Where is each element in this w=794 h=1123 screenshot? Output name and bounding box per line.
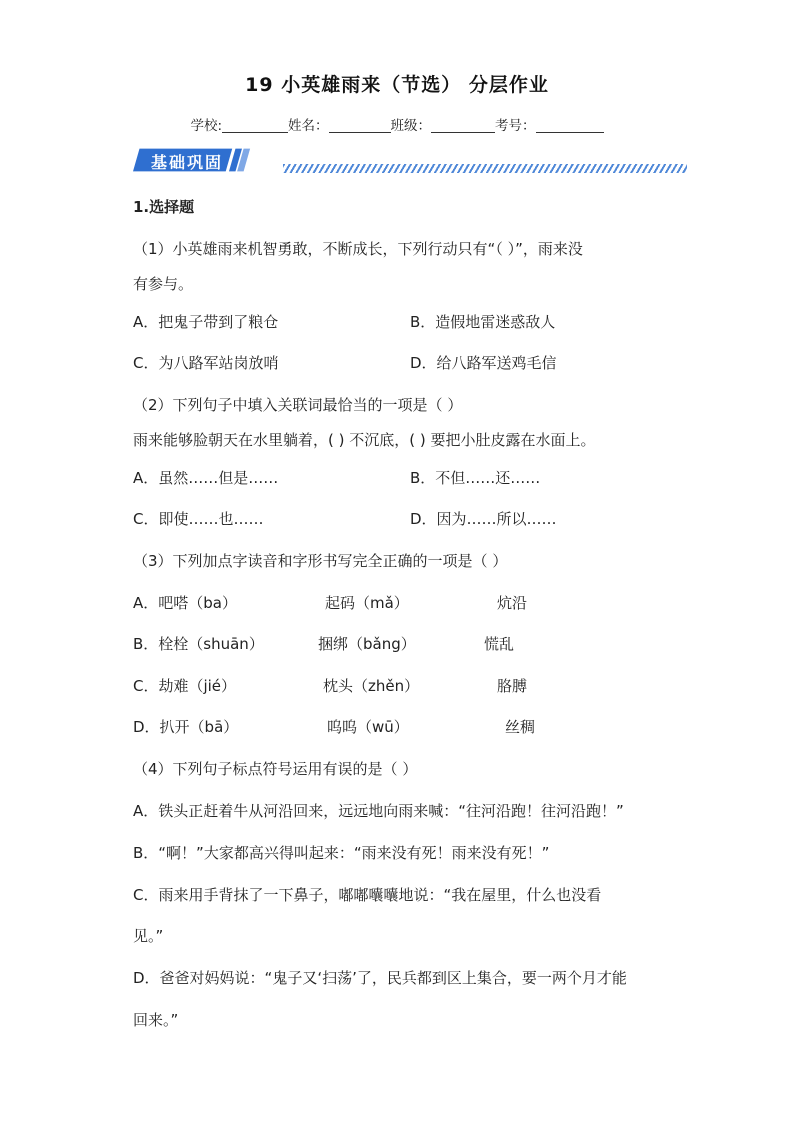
q4-option-d-line2: 回来。” (133, 1011, 179, 1029)
q1-stem-line2: 有参与。 (133, 275, 194, 293)
q3-row-a-col2: 起码（mǎ） (325, 594, 409, 612)
q1-stem-line1: （1）小英雄雨来机智勇敢，不断成长，下列行动只有“（ ）”，雨来没 (133, 240, 583, 258)
q3-row-d-col2: 呜呜（wū） (327, 718, 409, 736)
q1-option-a: A．把鬼子带到了粮仓 (133, 313, 279, 331)
banner-stripe (283, 164, 687, 173)
q2-option-c: C．即使……也…… (133, 510, 264, 528)
q3-stem: （3）下列加点字读音和字形书写完全正确的一项是（ ） (133, 552, 508, 570)
q4-option-a: A．铁头正赶着牛从河沿回来，远远地向雨来喊：“往河沿跑！往河沿跑！” (133, 802, 624, 820)
banner-label: 基础巩固 (151, 153, 224, 172)
school-blank (222, 118, 288, 133)
document-title: 19 小英雄雨来（节选） 分层作业 (245, 74, 549, 96)
exam-number-blank (536, 118, 604, 133)
q4-option-c-line1: C．雨来用手背抹了一下鼻子，嘟嘟囔囔地说：“我在屋里，什么也没看 (133, 886, 602, 904)
q2-option-a: A．虽然……但是…… (133, 469, 279, 487)
q3-row-d-col3: 丝稠 (505, 718, 536, 736)
q4-stem: （4）下列句子标点符号运用有误的是（ ） (133, 760, 418, 778)
school-label: 学校: (190, 118, 223, 134)
q2-stem: （2）下列句子中填入关联词最恰当的一项是（ ） (133, 396, 463, 414)
q3-row-a-col1: A．吧嗒（ba） (133, 594, 237, 612)
q1-option-d: D．给八路军送鸡毛信 (410, 354, 557, 372)
q3-row-a-col3: 炕沿 (497, 594, 528, 612)
q3-row-c-col2: 枕头（zhěn） (323, 677, 420, 695)
q2-option-b: B．不但……还…… (410, 469, 541, 487)
q3-row-c-col3: 胳膊 (497, 677, 528, 695)
q4-option-b: B．“啊！”大家都高兴得叫起来：“雨来没有死！雨来没有死！” (133, 844, 550, 862)
q1-option-c: C．为八路军站岗放哨 (133, 354, 279, 372)
class-label: 班级： (390, 118, 432, 134)
name-blank (329, 118, 391, 133)
student-info-line (0, 114, 794, 134)
q2-sentence: 雨来能够脸朝天在水里躺着，( ) 不沉底，( ) 要把小肚皮露在水面上。 (133, 431, 596, 449)
q3-row-b-col3: 慌乱 (484, 635, 515, 653)
section-banner (133, 145, 687, 177)
name-label: 姓名： (288, 118, 329, 134)
q1-option-b: B．造假地雷迷惑敌人 (410, 313, 556, 331)
q4-option-d-line1: D．爸爸对妈妈说：“鬼子又‘扫荡’了，民兵都到区上集合，要一两个月才能 (133, 969, 627, 987)
section-heading: 1.选择题 (133, 198, 195, 216)
q3-row-b-col1: B．栓栓（shuān） (133, 635, 264, 653)
q3-row-d-col1: D．扒开（bā） (133, 718, 239, 736)
exam-number-label: 考号： (495, 118, 536, 134)
q3-row-b-col2: 捆绑（bǎng） (318, 635, 416, 653)
q2-option-d: D．因为……所以…… (410, 510, 557, 528)
q4-option-c-line2: 见。” (133, 927, 164, 945)
q3-row-c-col1: C．劫难（jié） (133, 677, 237, 695)
class-blank (431, 118, 495, 133)
